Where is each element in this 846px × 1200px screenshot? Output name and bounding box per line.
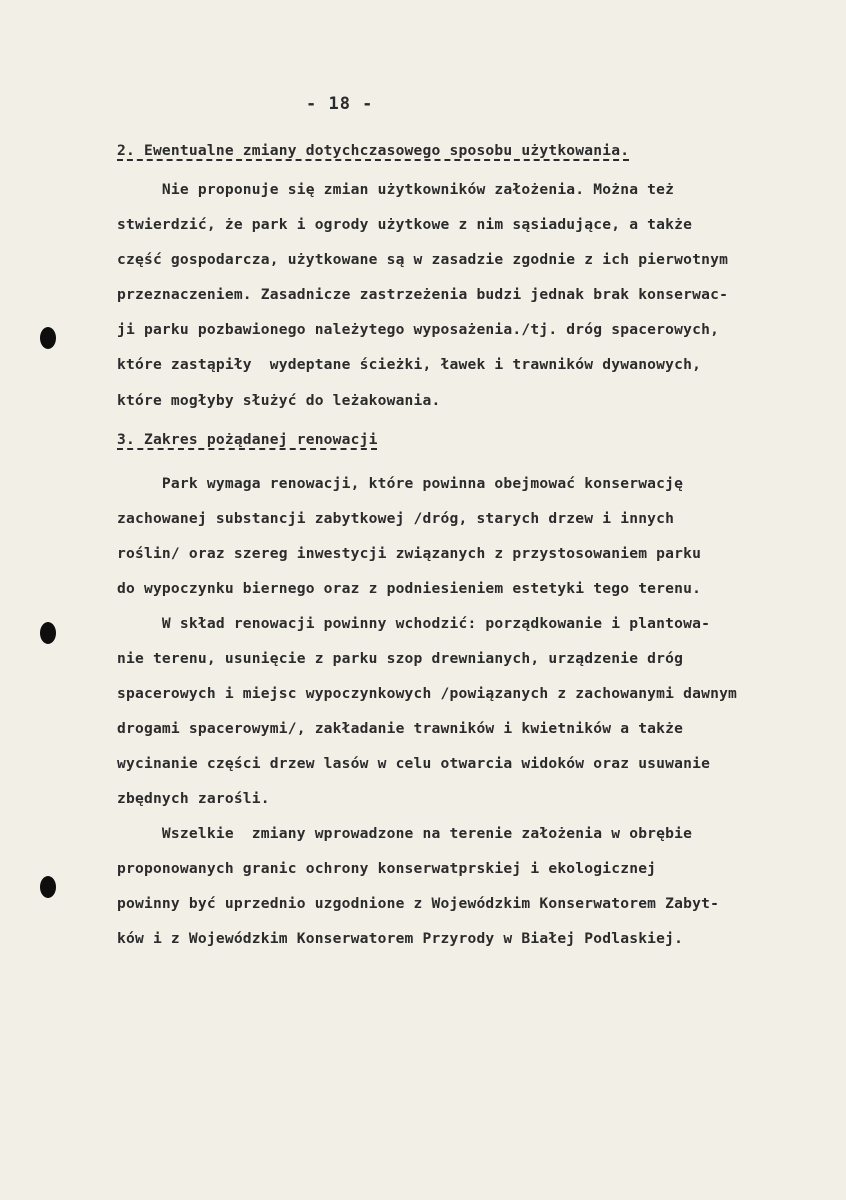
- section-2-heading: 2. Ewentualne zmiany dotychczasowego sposobu użytkowania.: [117, 142, 630, 159]
- section-2-line: część gospodarcza, użytkowane są w zasadzie zgodnie z ich pierwotnym: [117, 251, 729, 268]
- section-2-line: przeznaczeniem. Zasadnicze zastrzeżenia budzi jednak brak konserwac-: [117, 286, 729, 303]
- section-2-line: stwierdzić, że park i ogrody użytkowe z nim sąsiadujące, a także: [117, 216, 693, 233]
- section-2-line: Nie proponuje się zmian użytkowników założenia. Można też: [117, 181, 675, 198]
- punch-hole: [40, 622, 56, 644]
- section-2-line: ji parku pozbawionego należytego wyposażenia./tj. dróg spacerowych,: [117, 321, 720, 338]
- section-3-line: W skład renowacji powinny wchodzić: porządkowanie i plantowa-: [117, 615, 711, 632]
- section-2-line: które zastąpiły wydeptane ścieżki, ławek i trawników dywanowych,: [117, 356, 702, 373]
- section-3-line: powinny być uprzednio uzgodnione z Wojewódzkim Konserwatorem Zabyt-: [117, 895, 720, 912]
- page-number: - 18 -: [306, 94, 374, 114]
- section-3-line: ków i z Wojewódzkim Konserwatorem Przyrody w Białej Podlaskiej.: [117, 930, 684, 947]
- section-3-line: proponowanych granic ochrony konserwatprskiej i ekologicznej: [117, 860, 657, 877]
- section-3-line: Park wymaga renowacji, które powinna obejmować konserwację: [117, 475, 684, 492]
- section-3-line: zachowanej substancji zabytkowej /dróg, starych drzew i innych: [117, 510, 675, 527]
- section-3-line: drogami spacerowymi/, zakładanie trawników i kwietników a także: [117, 720, 684, 737]
- section-3-line: Wszelkie zmiany wprowadzone na terenie założenia w obrębie: [117, 825, 693, 842]
- section-3-line: do wypoczynku biernego oraz z podniesieniem estetyki tego terenu.: [117, 580, 702, 597]
- section-3-line: spacerowych i miejsc wypoczynkowych /powiązanych z zachowanymi dawnym: [117, 685, 738, 702]
- section-3-line: zbędnych zarośli.: [117, 790, 270, 807]
- section-3-line: wycinanie części drzew lasów w celu otwarcia widoków oraz usuwanie: [117, 755, 711, 772]
- punch-hole: [40, 327, 56, 349]
- section-3-line: roślin/ oraz szereg inwestycji związanych z przystosowaniem parku: [117, 545, 702, 562]
- section-3-line: nie terenu, usunięcie z parku szop drewnianych, urządzenie dróg: [117, 650, 684, 667]
- section-2-line: które mogłyby służyć do leżakowania.: [117, 392, 441, 409]
- punch-hole: [40, 876, 56, 898]
- section-3-heading: 3. Zakres pożądanej renowacji: [117, 431, 378, 448]
